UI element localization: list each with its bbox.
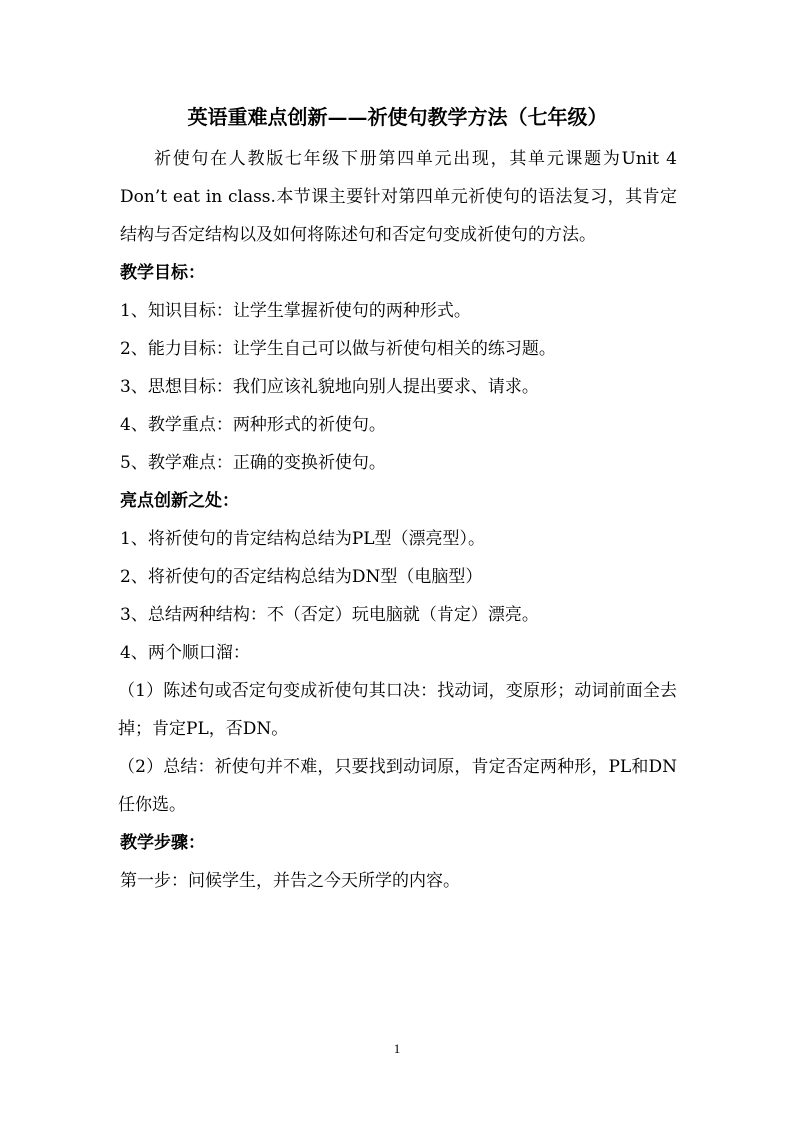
objective-item: 1、知识目标：让学生掌握祈使句的两种形式。 (120, 301, 471, 321)
objectives-heading: 教学目标： (120, 263, 205, 283)
highlights-heading: 亮点创新之处： (120, 491, 239, 511)
document-title: 英语重难点创新——祈使句教学方法（七年级） (187, 105, 608, 129)
objective-item: 3、思想目标：我们应该礼貌地向别人提出要求、请求。 (120, 377, 539, 397)
objective-item: 4、教学重点：两种形式的祈使句。 (120, 415, 386, 435)
step-item: 第一步：问候学生，并告之今天所学的内容。 (120, 871, 460, 891)
page-number: 1 (393, 1041, 401, 1056)
highlight-item: 1、将祈使句的肯定结构总结为PL型（漂亮型）。 (120, 529, 486, 549)
rhyme-item: （2）总结：祈使句并不难，只要找到动词原，肯定否定两种形，PL和DN任你选。 (118, 757, 677, 815)
document-body (120, 140, 677, 900)
intro-paragraph: 祈使句在人教版七年级下册第四单元出现，其单元课题为Unit 4 Don’t eat in class.本节课主要针对第四单元祈使句的语法复习，其肯定结构与否定结构以及如何将陈述句和否定句变成祈使句的方法。 (120, 149, 677, 245)
rhyme-item: （1）陈述句或否定句变成祈使句其口决：找动词，变原形；动词前面全去掉；肯定PL，否DN。 (118, 681, 677, 739)
highlight-item: 4、两个顺口溜： (120, 643, 250, 663)
highlight-item: 2、将祈使句的否定结构总结为DN型（电脑型） (120, 567, 483, 587)
steps-heading: 教学步骤： (120, 833, 205, 853)
objective-item: 2、能力目标：让学生自己可以做与祈使句相关的练习题。 (120, 339, 556, 359)
highlight-item: 3、总结两种结构：不（否定）玩电脑就（肯定）漂亮。 (120, 605, 539, 625)
objective-item: 5、教学难点：正确的变换祈使句。 (120, 453, 386, 473)
